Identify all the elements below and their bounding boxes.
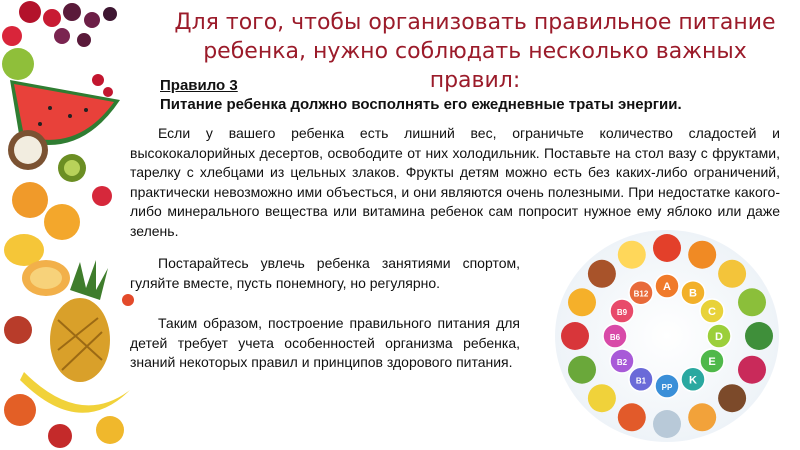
vitamin-label: B2 xyxy=(616,358,628,367)
food-icon xyxy=(588,260,616,288)
food-icon xyxy=(618,241,646,269)
food-icon xyxy=(653,234,681,262)
vitamin-label: B9 xyxy=(616,308,628,317)
vitamin-label: B6 xyxy=(609,333,621,342)
food-icon xyxy=(653,410,681,438)
rule-heading: Питание ребенка должно восполнять его ежедневные траты энергии. xyxy=(160,96,682,113)
vitamin-label: K xyxy=(689,374,697,387)
food-icon xyxy=(718,260,746,288)
rule-number: Правило 3 xyxy=(160,77,238,94)
vitamin-label: B1 xyxy=(635,376,647,386)
vitamin-label: PP xyxy=(661,383,673,392)
vitamin-label: B xyxy=(689,287,697,300)
vitamin-label: C xyxy=(708,306,716,318)
vitamin-label: E xyxy=(708,356,716,368)
slide-title-line-2: ребенка, нужно соблюдать несколько важных правил: xyxy=(203,39,747,93)
paragraph-conclusion: Таким образом, построение правильного питания для детей требует учета особенностей организма ребенка, знаний некоторых правил и принципов здорового питания. xyxy=(130,315,520,370)
food-icon xyxy=(618,403,646,431)
food-icon xyxy=(688,241,716,269)
vitamin-label: B12 xyxy=(633,289,649,299)
food-icon xyxy=(588,384,616,412)
vitamin-label: D xyxy=(715,331,723,343)
food-icon xyxy=(561,322,589,350)
vitamin-label: A xyxy=(663,281,671,293)
slide-title xyxy=(160,8,790,95)
food-icon xyxy=(688,403,716,431)
food-icon xyxy=(745,322,773,350)
paragraph-diet-advice: Если у вашего ребенка есть лишний вес, ограничьте количество сладостей и высококалорийных десертов, освободите от них холодильник. Поставьте на стол вазу с фруктами, тарелку с хлебцами из цельных злаков. Фрукты детям можно есть без каких-либо ограничений, практически невозможно ими объесться, и они являются очень полезными. При недостатке какого-либо минерального вещества или витамина ребенок сам попросит нужное ему яблоко или даже зелень. xyxy=(130,125,780,239)
food-icon xyxy=(738,288,766,316)
fruit-border-image xyxy=(0,0,140,450)
paragraph-sport-advice: Постарайтесь увлечь ребенка занятиями спортом, гуляйте вместе, пусть понемногу, но регулярно. xyxy=(130,255,520,291)
food-icon xyxy=(568,288,596,316)
food-icon xyxy=(738,356,766,384)
food-icon xyxy=(568,356,596,384)
slide-title-line-1: Для того, чтобы организовать правильное питание xyxy=(174,10,776,35)
food-icon xyxy=(718,384,746,412)
vitamin-wheel-illustration xyxy=(548,222,786,450)
